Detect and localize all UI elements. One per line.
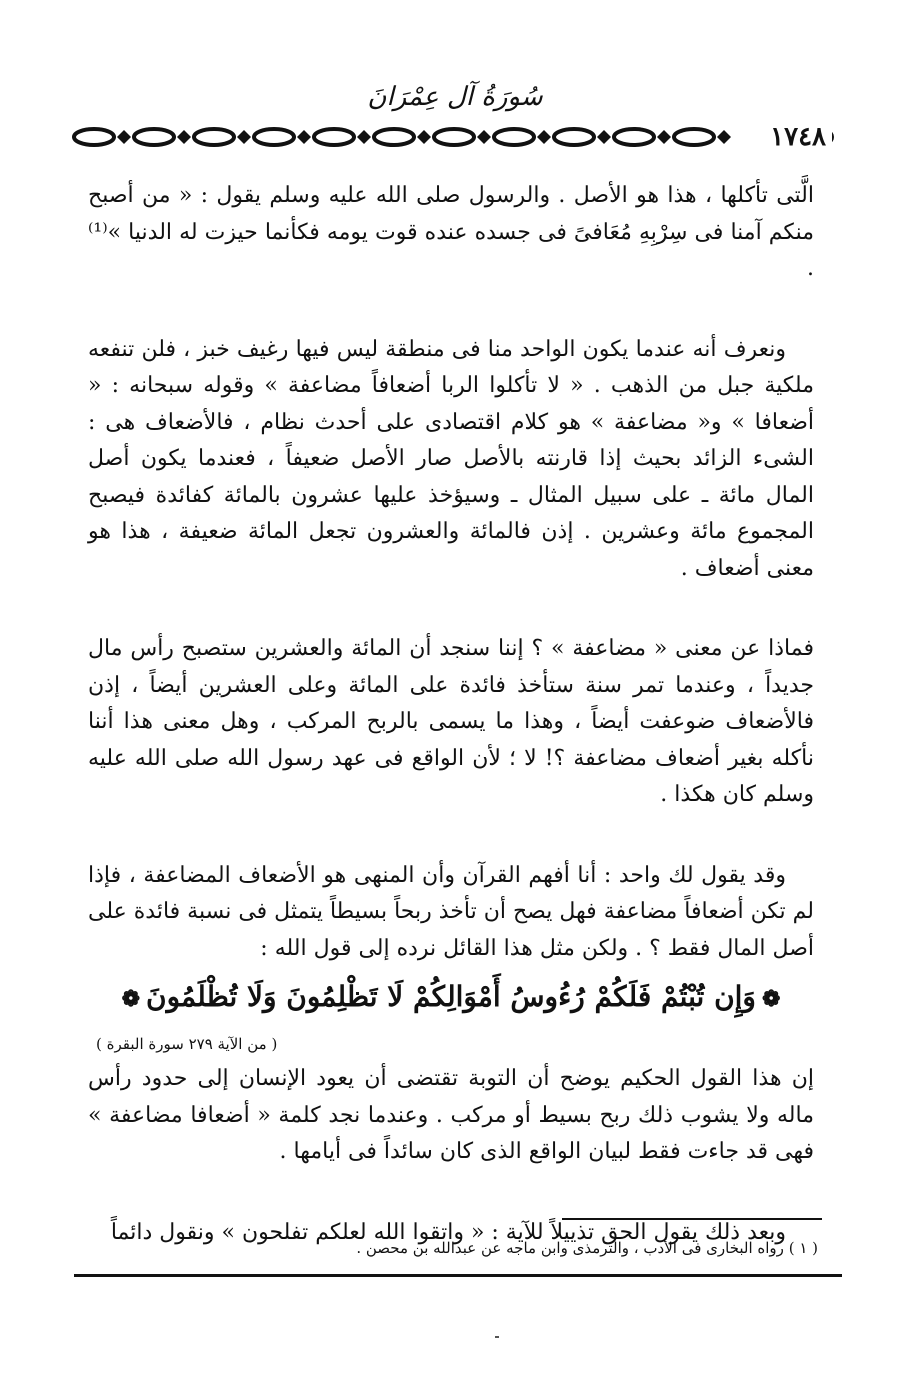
chain-oval — [614, 129, 654, 145]
chain-diamond — [177, 130, 191, 144]
verse-text: وَإِن تُبْتُمْ فَلَكُمْ رُءُوسُ أَمْوَالِكُمْ لَا تَظْلِمُونَ وَلَا تُظْلَمُونَ — [146, 980, 756, 1013]
decorative-header-band — [70, 120, 840, 154]
paragraph-gap — [88, 814, 814, 858]
chain-oval — [74, 129, 114, 145]
chain-oval — [314, 129, 354, 145]
chain-oval — [254, 129, 294, 145]
paragraph-gap — [88, 1171, 814, 1215]
chain-diamond — [297, 130, 311, 144]
footnote-separator — [562, 1218, 822, 1220]
paragraph-4: وقد يقول لك واحد : أنا أفهم القرآن وأن المنهى هو الأضعاف المضاعفة ، فإذا لم تكن أضعافاً مضاعفة فهل يصح أن تأخذ ربحاً بسيطاً يتمثل فى نسبة فائدة على أصل المال فقط ؟ . ولكن مثل هذا القائل نرده إلى قول الله : — [88, 862, 814, 961]
chain-oval — [674, 129, 714, 145]
paragraph-6: وبعد ذلك يقول الحق تذييلاً للآية : « واتقوا الله لعلكم تفلحون » ونقول دائماً — [110, 1219, 786, 1245]
chain-oval — [134, 129, 174, 145]
scan-speck — [495, 1336, 499, 1338]
chain-oval — [554, 129, 594, 145]
paragraph-gap — [88, 587, 814, 631]
paragraph-gap — [88, 288, 814, 332]
main-text — [88, 178, 814, 1251]
chain-diamond — [657, 130, 671, 144]
ornate-bracket-right-icon: ❁ — [761, 986, 781, 1012]
footnote: ( ١ ) رواه البخارى فى الأدب ، والترمذى وابن ماجه عن عبدالله بن محصن . — [356, 1239, 818, 1257]
paragraph-1: الَّتى تأكلها ، هذا هو الأصل . والرسول صلى الله عليه وسلم يقول : « من أصبح منكم آمنا فى سِرْبِهِ مُعَافىً فى جسده عنده قوت يومه فكأنما حيزت له الدنيا »⁽¹⁾ . — [88, 183, 814, 281]
chain-diamond — [597, 130, 611, 144]
chain-oval — [374, 129, 414, 145]
chain-diamond — [537, 130, 551, 144]
chain-diamond — [717, 130, 731, 144]
chain-diamond — [417, 130, 431, 144]
chain-diamond — [237, 130, 251, 144]
chain-oval — [194, 129, 234, 145]
bottom-rule — [74, 1274, 842, 1277]
chain-diamond — [357, 130, 371, 144]
paragraph-5: إن هذا القول الحكيم يوضح أن التوبة تقتضى أن يعود الإنسان إلى حدود رأس ماله ولا يشوب ذلك ربح بسيط أو مركب . وعندما نجد كلمة « أضعافا مضاعفة » فهى قد جاءت فقط لبيان الواقع الذى كان سائداً فى أيامها . — [88, 1066, 814, 1164]
chain-oval — [494, 129, 534, 145]
ornamental-chain-border — [70, 120, 840, 154]
chain-diamond — [117, 130, 131, 144]
paragraph-2: ونعرف أنه عندما يكون الواحد منا فى منطقة ليس فيها رغيف خبز ، فلن تنفعه ملكية جبل من الذهب . « لا تأكلوا الربا أضعافاً مضاعفة » وقوله سبحانه : « أضعافا » و« مضاعفة » هو كلام اقتصادى على أحدث نظام ، فالأضعاف هى : الشىء الزائد بحيث إذا قارنته بالأصل صار الأصل ضعيفاً ، فعندما يكون أصل المال مائة ـ على سبيل المثال ـ وسيؤخذ عليها عشرون بالمائة كفائدة فيصبح المجموع مائة وعشرين . إذن فالمائة والعشرون تجعل المائة ضعيفة ، هذا هو معنى أضعاف . — [88, 336, 814, 581]
chain-oval — [434, 129, 474, 145]
surah-title: سُورَةُ آل عِمْرَانَ — [367, 82, 543, 112]
paragraph-3: فماذا عن معنى « مضاعفة » ؟ إننا سنجد أن المائة والعشرين ستصبح رأس مال جديداً ، وعندما تمر سنة ستأخذ فائدة على المائة وعلى العشرين أيضاً ، إذن فالأضعاف ضوعفت أيضاً ، وهذا ما يسمى بالربح المركب ، وهل معنى هذا أننا نأكله بغير أضعاف مضاعفة ؟! لا ؛ لأن الواقع فى عهد رسول الله صلى الله عليه وسلم كان هكذا . — [88, 636, 814, 807]
verse-reference: ( من الآية ٢٧٩ سورة البقرة ) — [96, 1035, 278, 1053]
chain-diamond — [477, 130, 491, 144]
ornate-bracket-left-icon: ❁ — [121, 986, 141, 1012]
quran-verse — [88, 969, 814, 1027]
page-number: ١٧٤٨ — [764, 120, 832, 154]
